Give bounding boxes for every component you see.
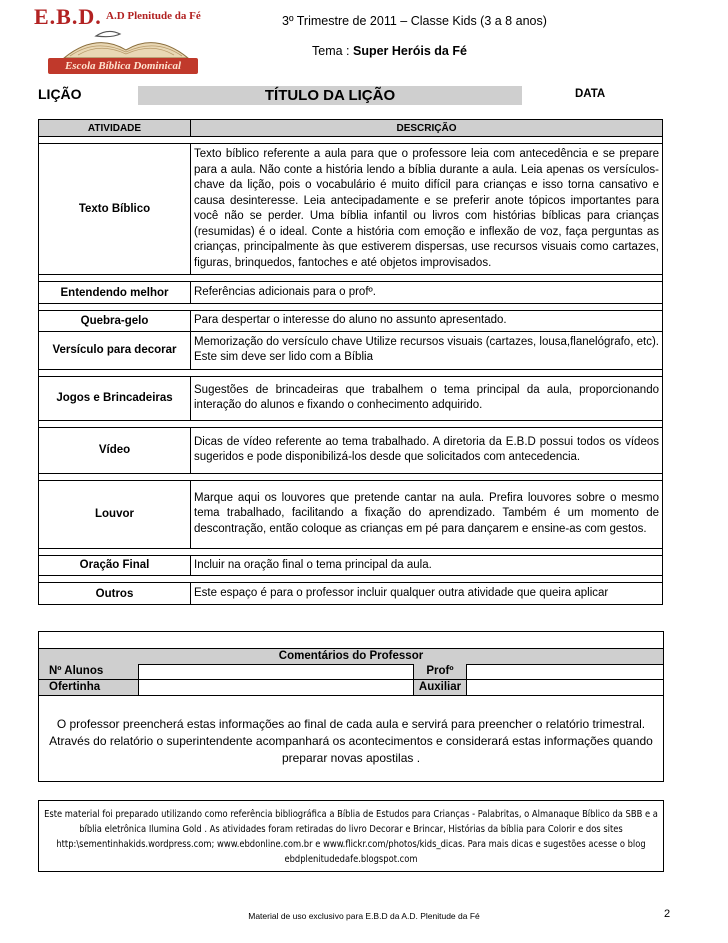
table-row: [39, 331, 663, 369]
table-row: [39, 144, 663, 275]
references-box: [38, 800, 664, 872]
activity-cell: Versículo para decorar: [39, 331, 191, 369]
description-cell: Marque aqui os louvores que pretende cantar na aula. Prefira louvores sobre o mesmo tema trabalhado, facilitando a fixação do aprendizado. Também é um momento de descontração, então coloque as crianças em pé para dançarem e ensine-as com gestos.: [191, 480, 663, 548]
logo-acronym: E.B.D.: [34, 4, 102, 29]
description-cell: Para despertar o interesse do aluno no assunto apresentado.: [191, 311, 663, 332]
comments-title: Comentários do Professor: [39, 648, 663, 665]
activity-cell: Texto Bíblico: [39, 144, 191, 275]
lesson-label: LIÇÃO: [38, 86, 82, 102]
column-header-activity: ATIVIDADE: [39, 120, 191, 137]
spacer: [39, 473, 663, 480]
table-row: [39, 282, 663, 304]
activities-table: [38, 119, 663, 605]
description-cell: Referências adicionais para o profº.: [191, 282, 663, 304]
table-row: [39, 480, 663, 548]
description-cell: Texto bíblico referente a aula para que o professore leia com antecedência e se prepare para a aula. Não conte a história lendo a bíblia durante a aula. Leia apenas os versículos-chave da lição, pois o vocabulário é muito difícil para crianças e isso torna cansativo e causa desinteresse. Leia antecipadamente e se preferir anote tópicos importantes para você não se perder. Uma bíblia infantil ou livros com histórias bíblicas para crianças (resumidas) é o ideal. Conte a história com emoção e inflexão de voz, faça perguntas as crianças, principalmente às que estiverem dispersas, use recursos visuais como cartazes, figuras, brinquedos, fantoches e até objetos improvisados.: [191, 144, 663, 275]
offering-label: Ofertinha: [39, 680, 139, 695]
comments-row-offering: [39, 680, 663, 696]
open-book-icon: [56, 28, 196, 62]
description-cell: Incluir na oração final o tema principal da aula.: [191, 555, 663, 576]
activity-cell: Outros: [39, 583, 191, 605]
activity-cell: Oração Final: [39, 555, 191, 576]
ebd-logo: [34, 4, 204, 76]
column-header-description: DESCRIÇÃO: [191, 120, 663, 137]
activity-cell: Louvor: [39, 480, 191, 548]
table-row: [39, 555, 663, 576]
table-row: [39, 583, 663, 605]
theme-label: Tema :: [312, 44, 353, 58]
teacher-comments-box: [38, 631, 664, 782]
assistant-label: Auxiliar: [413, 680, 467, 695]
logo-subtitle: A.D Plenitude da Fé: [106, 10, 201, 22]
spacer: [39, 576, 663, 583]
footer-text: Material de uso exclusivo para E.B.D da A.D. Plenitude da Fé: [248, 911, 480, 921]
spacer: [39, 548, 663, 555]
spacer: [39, 420, 663, 427]
references-text: Este material foi preparado utilizando como referência bibliográfica a Bíblia de Estudos para Crianças - Palabritas, o Almanaque Bíblico da SBB e a bíblia eletrônica Ilumina Gold . As atividades foram retiradas do livro Decorar e Brincar, Histórias da bíblia para Colorir e dos sites http:\sementinhakids.wordpress.com; www.ebdonline.com.br e www.flickr.com/photos/kids_dicas. Para mais dicas e sugestões acesse o blog ebdplenitudedafe.blogspot.com: [44, 809, 658, 865]
logo-banner: [48, 58, 198, 74]
page-number: 2: [664, 908, 671, 920]
theme-value: Super Heróis da Fé: [353, 44, 467, 58]
spacer: [39, 304, 663, 311]
lesson-title: TÍTULO DA LIÇÃO: [264, 87, 396, 104]
activity-cell: Vídeo: [39, 427, 191, 473]
comments-row-students: [39, 664, 663, 680]
spacer: [39, 137, 663, 144]
activity-cell: Quebra-gelo: [39, 311, 191, 332]
teacher-label: Profº: [413, 664, 467, 679]
activity-cell: Entendendo melhor: [39, 282, 191, 304]
description-cell: Memorização do versículo chave Utilize recursos visuais (cartazes, lousa,flanelógrafo, etc). Este sim deve ser lido com a Bíblia: [191, 331, 663, 369]
term-line: 3º Trimestre de 2011 – Classe Kids (3 a 8 anos): [282, 14, 547, 28]
lesson-header-row: [38, 86, 662, 104]
spacer: [39, 369, 663, 376]
theme-line: [312, 44, 467, 58]
comments-note: O professor preencherá estas informações ao final de cada aula e servirá para preencher o relatório trimestral. Através do relatório o superintendente acompanhará os acontecimentos e considerará estas informações quando preparar novas apostilas .: [49, 717, 653, 765]
date-label: DATA: [575, 88, 606, 100]
table-row: [39, 311, 663, 332]
logo-banner-text: Escola Bíblica Dominical: [64, 60, 182, 72]
spacer: [39, 275, 663, 282]
table-header-row: [39, 120, 663, 137]
description-cell: Este espaço é para o professor incluir qualquer outra atividade que queira aplicar: [191, 583, 663, 605]
description-cell: Dicas de vídeo referente ao tema trabalhado. A diretoria da E.B.D possui todos os vídeos sugeridos e pode disponibilizá-los desde que solicitados com antecedencia.: [191, 427, 663, 473]
table-row: [39, 376, 663, 420]
students-label: Nº Alunos: [39, 664, 139, 679]
activity-cell: Jogos e Brincadeiras: [39, 376, 191, 420]
table-row: [39, 427, 663, 473]
description-cell: Sugestões de brincadeiras que trabalhem o tema principal da aula, proporcionando interação do alunos e fixando o conhecimento adquirido.: [191, 376, 663, 420]
